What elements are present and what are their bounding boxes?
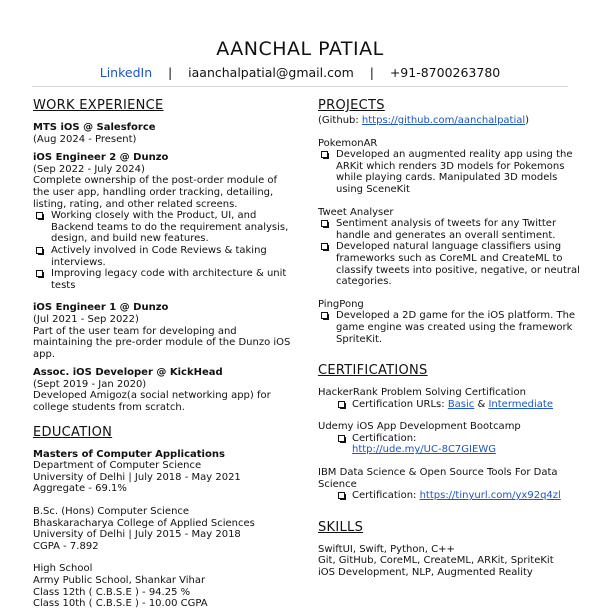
ibm-cert-link[interactable]: https://tinyurl.com/yx92q4zl bbox=[419, 490, 561, 502]
basic-cert-link[interactable]: Basic bbox=[447, 398, 475, 410]
project-title: PingPong bbox=[318, 298, 364, 310]
project-bullets bbox=[318, 149, 580, 195]
project-title: Tweet Analyser bbox=[318, 206, 394, 218]
separator: | bbox=[369, 65, 374, 80]
list-item: Certification: http://ude.my/UC-8C7GIEWG bbox=[318, 433, 580, 456]
linkedin-link[interactable]: LinkedIn bbox=[99, 65, 153, 80]
github-link[interactable]: https://github.com/aanchalpatial bbox=[361, 115, 526, 126]
list-item: Developed a 2D game for the iOS platform. The game engine was created using the framework SpriteKit. bbox=[318, 310, 580, 345]
degree-title: B.Sc. (Hons) Computer Science bbox=[33, 506, 190, 518]
contact-line bbox=[0, 65, 600, 80]
education-detail: Department of Computer Science bbox=[33, 460, 202, 472]
intermediate-cert-link[interactable]: Intermediate bbox=[488, 398, 553, 410]
left-column bbox=[33, 98, 291, 610]
email-text: iaanchalpatial@gmail.com bbox=[188, 65, 354, 80]
education-detail: Aggregate - 69.1% bbox=[33, 483, 127, 495]
list-item: Working closely with the Product, UI, and Backend teams to do the requirement analysis, design, and build new features. bbox=[33, 210, 291, 245]
job-dates: (Sept 2019 - Jan 2020) bbox=[33, 378, 147, 390]
job-title: MTS iOS @ Salesforce bbox=[33, 122, 156, 133]
job-title: iOS Engineer 1 @ Dunzo bbox=[33, 302, 169, 314]
education-detail: University of Delhi | July 2018 - May 2021 bbox=[33, 471, 241, 483]
header-divider bbox=[32, 86, 568, 87]
job-description: Part of the user team for developing and maintaining the pre-order module of the Dunzo iOS app. bbox=[33, 325, 291, 360]
certification-bullets bbox=[318, 399, 580, 411]
udemy-cert-link[interactable]: http://ude.my/UC-8C7GIEWG bbox=[352, 444, 496, 456]
job-dates: (Jul 2021 - Sep 2022) bbox=[33, 313, 139, 325]
certification-title: IBM Data Science & Open Source Tools For Data Science bbox=[318, 467, 558, 490]
work-experience-heading: WORK EXPERIENCE bbox=[33, 98, 164, 113]
github-line: (Github: https://github.com/aanchalpatial) bbox=[318, 115, 530, 126]
education-detail: Class 10th ( C.B.S.E ) - 10.00 CGPA bbox=[33, 598, 208, 610]
education-detail: University of Delhi | July 2015 - May 2018 bbox=[33, 529, 241, 541]
list-item: Developed an augmented reality app using the ARKit which renders 3D models for Pokemons while playing cards. Manipulated 3D models using SceneKit bbox=[318, 149, 580, 195]
education-detail: Bhaskaracharya College of Applied Sciences bbox=[33, 517, 255, 529]
certification-title: Udemy iOS App Development Bootcamp bbox=[318, 421, 521, 433]
separator: | bbox=[168, 65, 173, 80]
project-bullets bbox=[318, 218, 580, 288]
degree-title: Masters of Computer Applications bbox=[33, 448, 225, 460]
education-detail: Army Public School, Shankar Vihar bbox=[33, 575, 206, 586]
list-item: Actively involved in Code Reviews & taking interviews. bbox=[33, 245, 291, 268]
degree-title: High School bbox=[33, 563, 93, 575]
skills-line: iOS Development, NLP, Augmented Reality bbox=[318, 567, 533, 579]
job-title: iOS Engineer 2 @ Dunzo bbox=[33, 152, 169, 164]
resume-name: AANCHAL PATIAL bbox=[216, 38, 384, 60]
job-dates: (Aug 2024 - Present) bbox=[33, 133, 137, 145]
education-detail: CGPA - 7.892 bbox=[33, 540, 99, 552]
job-description: Developed Amigoz(a social networking app) for college students from scratch. bbox=[33, 390, 271, 414]
skills-heading: SKILLS bbox=[318, 519, 364, 535]
list-item: Sentiment analysis of tweets for any Twitter handle and generates an overall sentiment. bbox=[318, 218, 580, 241]
list-item: Certification URLs: Basic & Intermediate bbox=[318, 399, 580, 411]
job-dates: (Sep 2022 - July 2024) bbox=[33, 163, 145, 175]
right-column bbox=[318, 98, 580, 579]
certification-bullets bbox=[318, 490, 580, 502]
projects-heading: PROJECTS bbox=[318, 98, 385, 113]
list-item: Improving legacy code with architecture & unit tests bbox=[33, 268, 291, 291]
skills-line: SwiftUI, Swift, Python, C++ bbox=[318, 543, 455, 555]
job-title: Assoc. iOS Developer @ KickHead bbox=[33, 367, 223, 379]
job-description: Complete ownership of the post-order module of the user app, handling order tracking, detailing, listing, rating, and other related screens. bbox=[33, 175, 278, 210]
project-title: PokemonAR bbox=[318, 137, 378, 149]
job-bullets bbox=[33, 210, 291, 291]
certification-title: HackerRank Problem Solving Certification bbox=[318, 387, 526, 399]
project-bullets bbox=[318, 310, 580, 345]
education-detail: Class 12th ( C.B.S.E ) - 94.25 % bbox=[33, 586, 191, 598]
certification-bullets bbox=[318, 433, 580, 456]
list-item: Developed natural language classifiers using frameworks such as CoreML and CreateML to classify tweets into positive, negative, or neutral categories. bbox=[318, 241, 580, 287]
skills-line: Git, GitHub, CoreML, CreateML, ARKit, SpriteKit bbox=[318, 555, 554, 567]
certifications-heading: CERTIFICATIONS bbox=[318, 363, 428, 379]
phone-text: +91-8700263780 bbox=[389, 65, 501, 80]
education-heading: EDUCATION bbox=[33, 424, 113, 440]
list-item: Certification: https://tinyurl.com/yx92q4zl bbox=[318, 490, 580, 502]
